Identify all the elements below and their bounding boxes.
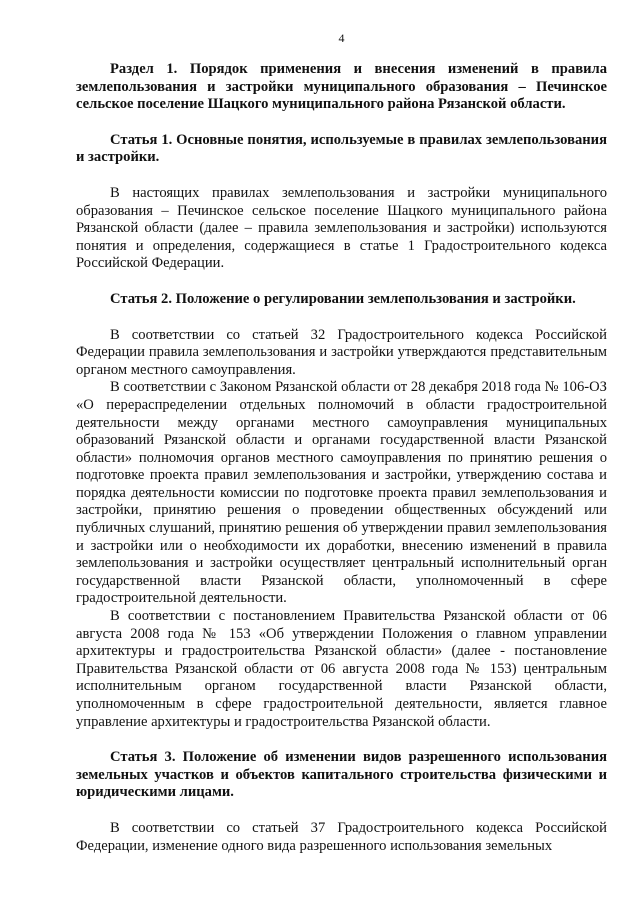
page-number: 4 xyxy=(338,31,345,45)
article-2-title: Статья 2. Положение о регулировании землепользования и застройки. xyxy=(110,290,576,307)
article-3-paragraph: В соответствии со статьей 37 Градостроительного кодекса Российской Федерации, изменение одного вида разрешенного использования земельных xyxy=(76,819,607,854)
article-2-paragraph: В соответствии с Законом Рязанской области от 28 декабря 2018 года № 106-ОЗ «О перераспределении отдельных полномочий в области градостроительной деятельности между органами местного самоуправления муниципальных образований Рязанской области и органами государственной власти Рязанской области» полномочия органов местного самоуправления по принятию решения о подготовке проекта правил землепользования и застройки, утверждению состава и порядка деятельности комиссии по подготовке проекта правил землепользования и застройки, принятию решения о проведении общественных обсуждений или публичных слушаний, принятию решения об утверждении правил землепользования и застройки или о необходимости их доработки, внесению изменений в правила землепользования и застройки осуществляет центральный исполнительный орган государственной власти Рязанской области, уполномоченный в сфере градостроительной деятельности. xyxy=(76,379,607,607)
article-2-paragraph: В соответствии со статьей 32 Градостроительного кодекса Российской Федерации правила землепользования и застройки утверждаются представительным органом местного самоуправления. xyxy=(76,326,607,378)
section-title: Раздел 1. Порядок применения и внесения изменений в правила землепользования и застройки муниципального образования – Печинское сельское поселение Шацкого муниципального района Рязанской области. xyxy=(76,61,607,113)
article-3-title: Статья 3. Положение об изменении видов разрешенного использования земельных участков и объектов капитального строительства физическими и юридическими лицами. xyxy=(76,749,607,801)
article-2-paragraph: В соответствии с постановлением Правительства Рязанской области от 06 августа 2008 года № 153 «Об утверждении Положения о главном управлении архитектуры и градостроительства Рязанской области» (далее - постановление Правительства Рязанской области от 06 августа 2008 года № 153) центральным исполнительным органом государственной власти Рязанской области, уполномоченным в сфере градостроительной деятельности, является главное управление архитектуры и градостроительства Рязанской области. xyxy=(76,608,607,730)
article-1-paragraph: В настоящих правилах землепользования и застройки муниципального образования – Печинское сельское поселение Шацкого муниципального района Рязанской области (далее – правила землепользования и застройки) используются понятия и определения, содержащиеся в статье 1 Градостроительного кодекса Российской Федерации. xyxy=(76,184,607,272)
article-1-title: Статья 1. Основные понятия, используемые в правилах землепользования и застройки. xyxy=(76,131,607,166)
